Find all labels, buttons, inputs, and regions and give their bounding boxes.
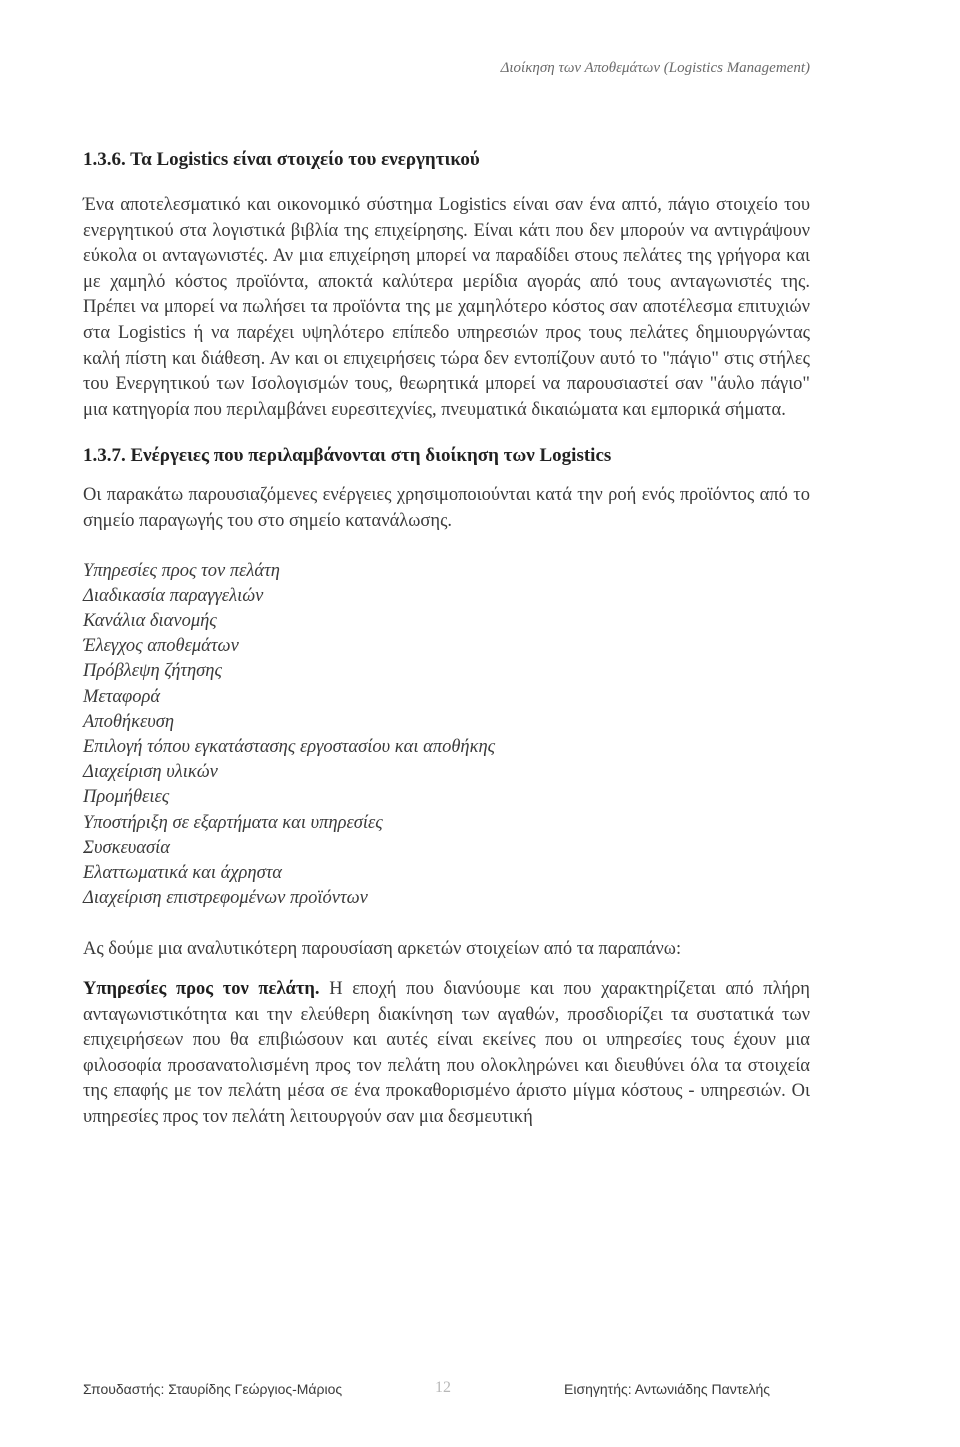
customer-service-text: Η εποχή που διανύουμε και που χαρακτηρίζεται από πλήρη ανταγωνιστικότητα και την ελεύθερη διακίνηση των αγαθών, προσδιορίζει τα συστατικά των επιχειρήσεων που θα επιβιώσουν και αυτές είναι εκείνες που οι υπηρεσίες τους έχουν μια φιλοσοφία προσανατολισμένη προς τον πελάτη που ολοκληρώνει και διευθύνει όλα τα στοιχεία της επαφής με τον πελάτη μέσα σε ένα προκαθορισμένο άριστο μίγμα κόστους - υπηρεσιών. Οι υπηρεσίες προς τον πελάτη λειτουργούν σαν μια δεσμευτική	[83, 978, 810, 1127]
activities-list	[83, 559, 810, 912]
list-item: Υποστήριξη σε εξαρτήματα και υπηρεσίες	[83, 812, 383, 833]
list-item: Μεταφορά	[83, 686, 161, 707]
list-item: Ελαττωματικά και άχρηστα	[83, 862, 283, 883]
footer-student: Σπουδαστής: Σταυρίδης Γεώργιος-Μάριος	[83, 1381, 343, 1397]
list-item: Επιλογή τόπου εγκατάστασης εργοστασίου και αποθήκης	[83, 736, 496, 757]
lead-in-paragraph: Ας δούμε μια αναλυτικότερη παρουσίαση αρκετών στοιχείων από τα παραπάνω:	[83, 939, 682, 960]
list-item: Διαδικασία παραγγελιών	[83, 585, 264, 606]
customer-service-paragraph	[83, 977, 810, 1131]
footer-advisor: Εισηγητής: Αντωνιάδης Παντελής	[564, 1381, 771, 1397]
running-header: Διοίκηση των Αποθεμάτων (Logistics Management)	[500, 60, 810, 76]
list-item: Κανάλια διανομής	[83, 610, 217, 631]
section-heading-1-3-6: 1.3.6. Τα Logistics είναι στοιχείο του ενεργητικού	[83, 149, 480, 170]
list-item: Διαχείριση επιστρεφομένων προϊόντων	[83, 888, 368, 909]
list-item: Πρόβλεψη ζήτησης	[83, 661, 222, 682]
list-item: Συσκευασία	[83, 837, 170, 858]
section-paragraph: Ένα αποτελεσματικό και οικονομικό σύστημα Logistics είναι σαν ένα απτό, πάγιο στοιχείο του ενεργητικού στα λογιστικά βιβλία της επιχείρησης. Είναι κάτι που δεν μπορούν να αντιγράψουν εύκολα οι ανταγωνιστές. Αν μια επιχείρηση μπορεί να παραδίδει στους πελάτες της γρήγορα και με χαμηλό κόστος προϊόντα, αποκτά καλύτερα μερίδια αγοράς από τους ανταγωνιστές της. Πρέπει να μπορεί να πωλήσει τα προϊόντα της με χαμηλότερο κόστος σαν αποτέλεσμα επιτυχιών στα Logistics ή να παρέχει υψηλότερο επίπεδο υπηρεσιών προς τους πελάτες δημιουργώντας καλή πίστη και διάθεση. Αν και οι επιχειρήσεις τώρα δεν εντοπίζουν αυτό το "πάγιο" στις στήλες του Ενεργητικού των Ισολογισμών τους, θεωρητικά μπορεί να παρουσιαστεί σαν "άυλο πάγιο" μια κατηγορία που περιλαμβάνει ευρεσιτεχνίες, πνευματικά δικαιώματα και εμπορικά σήματα.	[83, 195, 810, 420]
section-intro: Οι παρακάτω παρουσιαζόμενες ενέργειες χρησιμοποιούνται κατά την ροή ενός προϊόντος από το σημείο παραγωγής του στο σημείο κατανάλωσης.	[83, 485, 810, 531]
customer-service-term: Υπηρεσίες προς τον πελάτη.	[83, 978, 320, 999]
list-item: Υπηρεσίες προς τον πελάτη	[83, 560, 280, 581]
section-heading-1-3-7: 1.3.7. Ενέργειες που περιλαμβάνονται στη διοίκηση των Logistics	[83, 445, 612, 467]
page-body	[83, 145, 810, 1131]
page-number: 12	[435, 1379, 451, 1396]
list-item: Προμήθειες	[83, 787, 170, 808]
list-item: Έλεγχος αποθεμάτων	[83, 636, 239, 657]
list-item: Αποθήκευση	[83, 711, 175, 732]
list-item: Διαχείριση υλικών	[83, 762, 218, 783]
